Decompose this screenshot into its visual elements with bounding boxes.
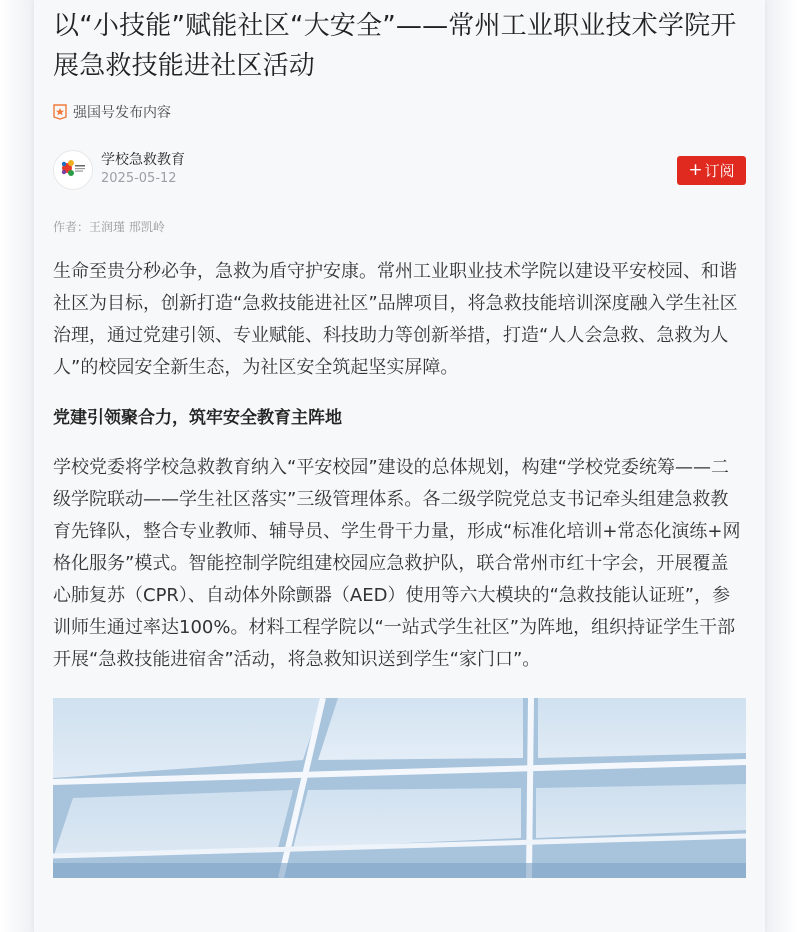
section-heading: 党建引领聚合力，筑牢安全教育主阵地 (53, 408, 342, 428)
subscribe-label: 订阅 (704, 161, 735, 180)
author-row (53, 150, 746, 190)
author-name[interactable]: 学校急救教育 (101, 152, 185, 168)
article-container (34, 0, 765, 932)
right-margin (765, 0, 799, 932)
left-margin (0, 0, 34, 932)
plus-icon: + (688, 159, 703, 180)
paragraph-body: 学校党委将学校急救教育纳入“平安校园”建设的总体规划，构建“学校党委统筹——二级学院联动——学生社区落实”三级管理体系。各二级学院党总支书记牵头组建急救教育先锋队，整合专业教师、辅导员、学生骨干力量，形成“标准化培训+常态化演练+网格化服务”模式。智能控制学院组建校园应急救护队，联合常州市红十字会，开展覆盖心肺复苏（CPR）、自动体外除颤器（AED）使用等六大模块的“急救技能认证班”，参训师生通过率达100%。材料工程学院以“一站式学生社区”为阵地，组织持证学生干部开展“急救技能进宿舍”活动，将急救知识送到学生“家门口”。 (53, 457, 741, 670)
source-label: 强国号发布内容 (73, 105, 171, 121)
star-badge-icon (53, 104, 67, 120)
school-logo-icon (58, 153, 88, 187)
avatar[interactable] (53, 150, 93, 190)
author-meta (101, 151, 677, 189)
byline: 作者：王润瑾 邢凯岭 (53, 220, 165, 234)
subscribe-button[interactable] (677, 156, 746, 185)
article-title: 以“小技能”赋能社区“大安全”——常州工业职业技术学院开展急救技能进社区活动 (53, 11, 737, 81)
source-line (53, 102, 746, 122)
ceiling-lights-photo[interactable] (53, 698, 746, 878)
paragraph-intro: 生命至贵分秒必争，急救为盾守护安康。常州工业职业技术学院以建设平安校园、和谐社区为目标，创新打造“急救技能进社区”品牌项目，将急救技能培训深度融入学生社区治理，通过党建引领、专业赋能、科技助力等创新举措，打造“人人会急救、急救为人人”的校园安全新生态，为社区安全筑起坚实屏障。 (53, 261, 738, 378)
publish-date: 2025-05-12 (101, 171, 177, 186)
